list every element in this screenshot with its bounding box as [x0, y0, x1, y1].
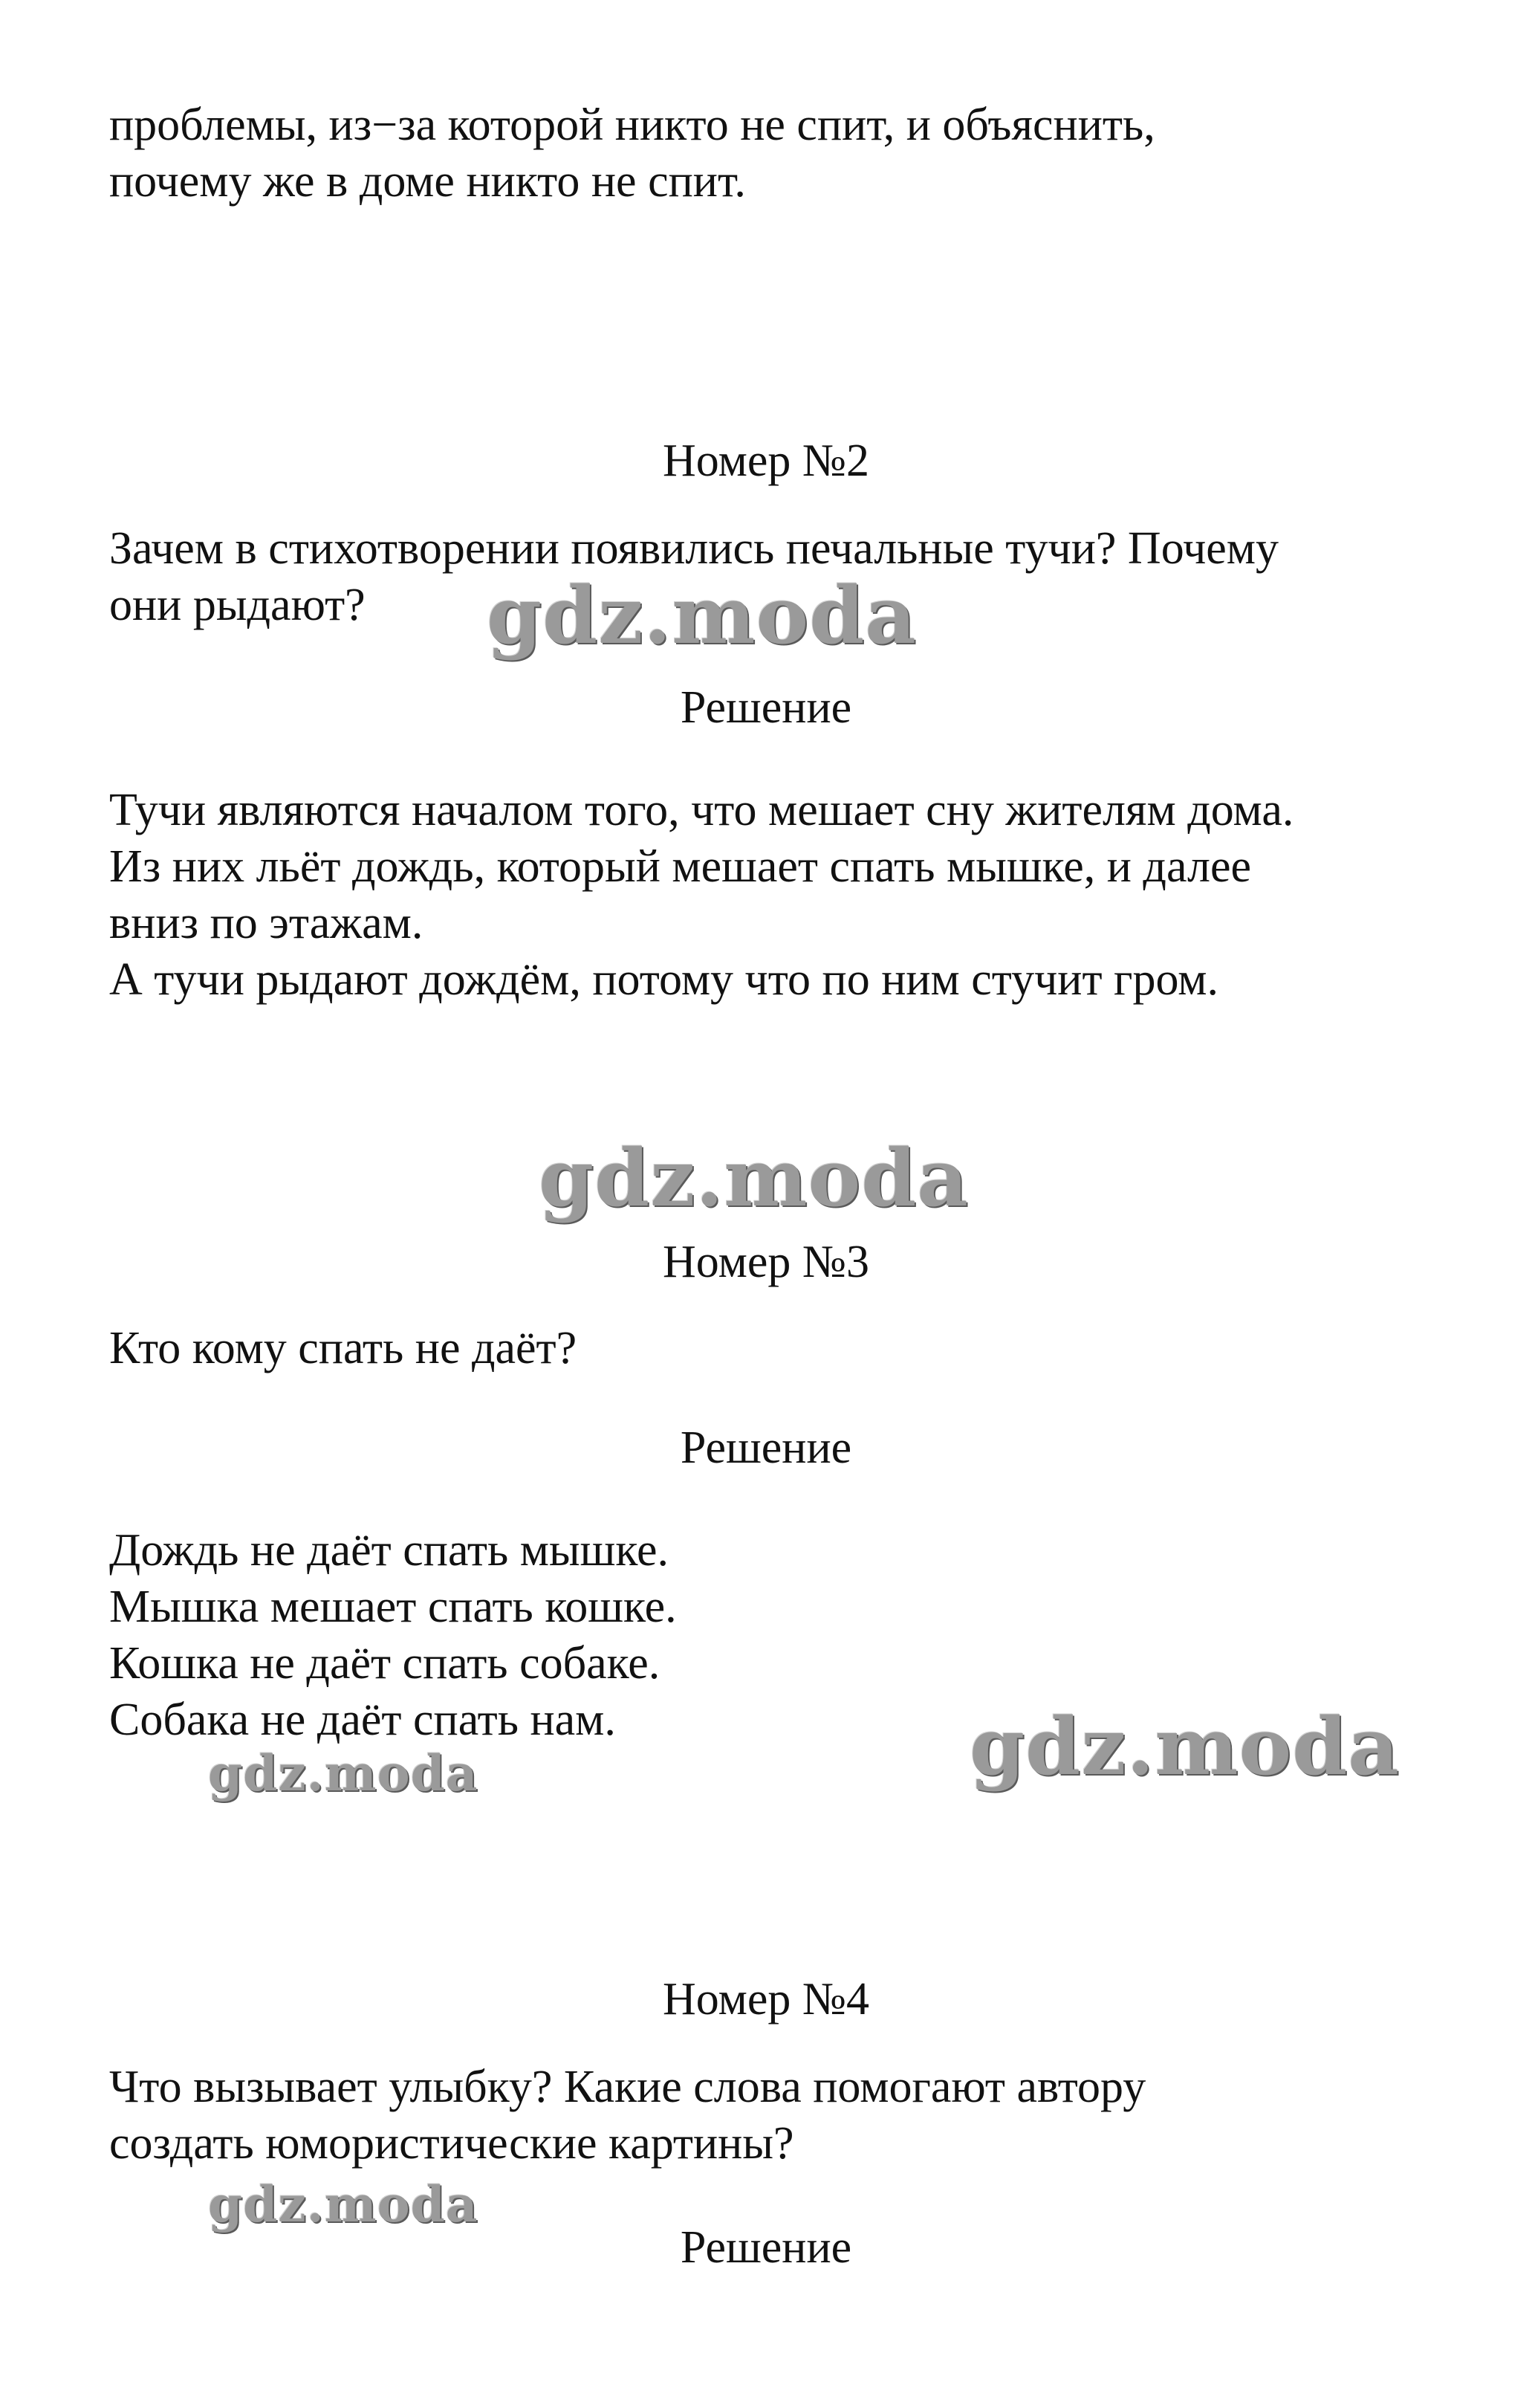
watermark-logo: gdz.moda — [487, 569, 917, 661]
watermark-logo: gdz.moda — [539, 1131, 969, 1224]
answer-line: Из них льёт дождь, который мешает спать мышке, и далее — [109, 841, 1251, 892]
watermark-logo: gdz.moda — [208, 1744, 478, 1802]
answer-line: А тучи рыдают дождём, потому что по ним стучит гром. — [109, 954, 1219, 1005]
question-line: Кто кому спать не даёт? — [109, 1323, 577, 1373]
answer-line: Мышка мешает спать кошке. — [109, 1582, 677, 1632]
question-line: создать юмористические картины? — [109, 2118, 794, 2169]
question-line: Что вызывает улыбку? Какие слова помогают автору — [109, 2062, 1146, 2112]
section-heading-3: Номер №3 — [662, 1237, 869, 1287]
section-heading-2: Номер №2 — [662, 436, 869, 486]
solution-label: Решение — [680, 1423, 852, 1473]
watermark-logo: gdz.moda — [208, 2175, 478, 2233]
intro-line: почему же в доме никто не спит. — [109, 156, 746, 207]
answer-line: вниз по этажам. — [109, 898, 423, 948]
solution-label: Решение — [680, 2222, 852, 2273]
answer-line: Тучи являются началом того, что мешает сну жителям дома. — [109, 785, 1294, 835]
answer-line: Кошка не даёт спать собаке. — [109, 1638, 660, 1689]
watermark-logo: gdz.moda — [970, 1700, 1400, 1793]
answer-line: Собака не даёт спать нам. — [109, 1695, 616, 1745]
question-line: Зачем в стихотворении появились печальные тучи? Почему — [109, 523, 1279, 574]
solution-label: Решение — [680, 682, 852, 733]
answer-line: Дождь не даёт спать мышке. — [109, 1525, 669, 1576]
question-line: они рыдают? — [109, 580, 366, 630]
section-heading-4: Номер №4 — [662, 1974, 869, 2025]
intro-line: проблемы, из−за которой никто не спит, и объяснить, — [109, 100, 1155, 150]
